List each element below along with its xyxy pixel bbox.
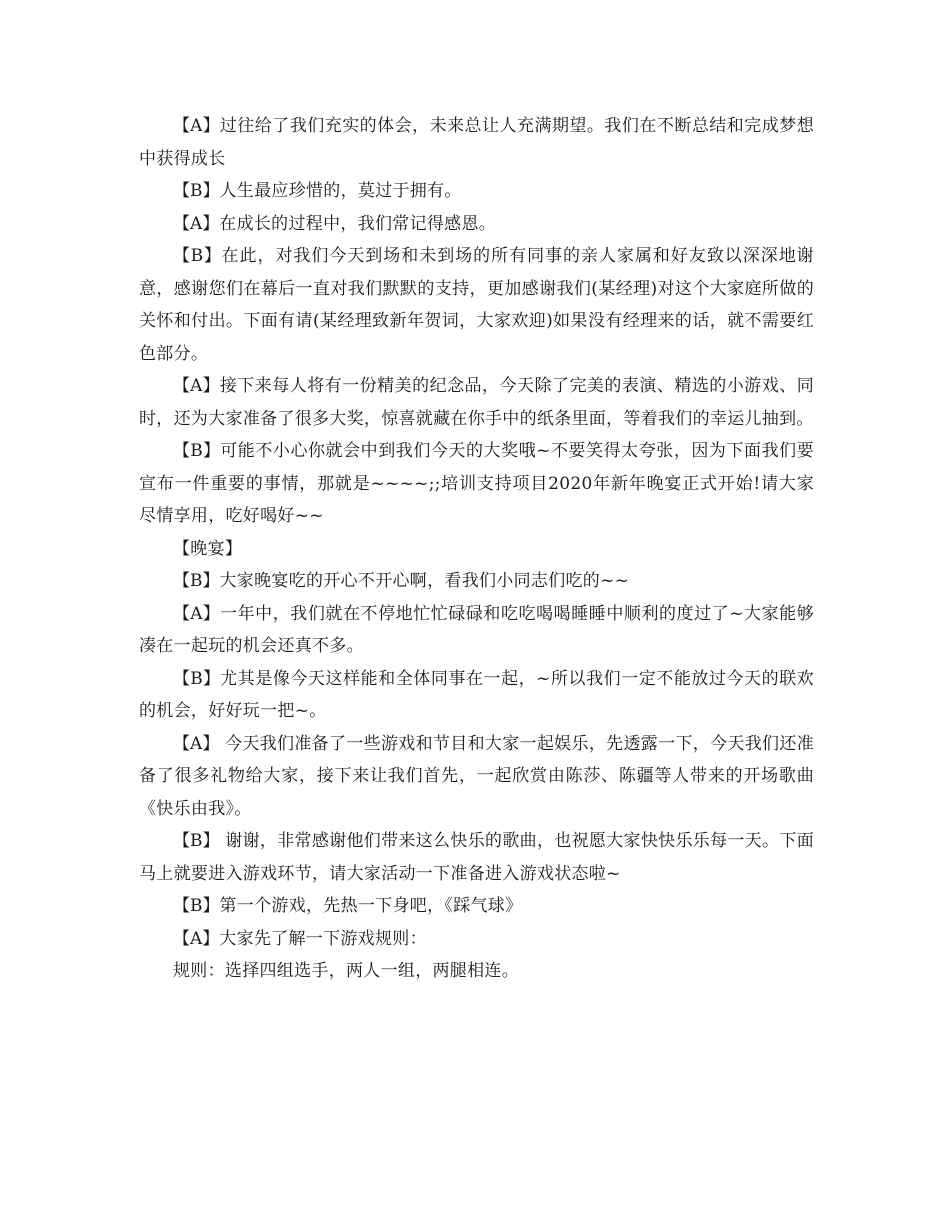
document-body (139, 110, 814, 988)
paragraph (139, 923, 814, 956)
speaker-label: 【B】 (173, 246, 222, 266)
speaker-label: 【B】 (173, 181, 220, 201)
speaker-label: 【B】 (173, 441, 221, 461)
paragraph-text: 规则：选择四组选手，两人一组，两腿相连。 (173, 961, 519, 981)
rules-paragraph (139, 955, 814, 988)
paragraph-text: 大家先了解一下游戏规则： (219, 928, 427, 949)
paragraph (139, 890, 814, 923)
speaker-label: 【A】 (173, 376, 220, 396)
speaker-label: 【B】 (173, 896, 220, 916)
section-heading (139, 533, 814, 566)
paragraph (139, 435, 814, 533)
paragraph (139, 565, 814, 598)
paragraph-text: 在成长的过程中，我们常记得感恩。 (219, 213, 497, 234)
speaker-label: 【A】 (173, 213, 220, 234)
paragraph (139, 370, 814, 435)
paragraph (139, 825, 814, 890)
paragraph (139, 663, 814, 728)
paragraph-text: 人生最应珍惜的，莫过于拥有。 (219, 181, 462, 201)
paragraph-text: 可能不小心你就会中到我们今天的大奖哦~不要笑得太夸张，因为下面我们要宣布一件重要的事情，那就是~~~~;;培训支持项目2020年新年晚宴正式开始!请大家尽情享用，吃好喝好~~ (139, 441, 814, 526)
paragraph-text: 在此，对我们今天到场和未到场的所有同事的亲人家属和好友致以深深地谢意，感谢您们在幕后一直对我们默默的支持，更加感谢我们(某经理)对这个大家庭所做的关怀和付出。下面有请(某经理致新年贺词，大家欢迎)如果没有经理来的话，就不需要红色部分。 (139, 246, 814, 364)
paragraph (139, 240, 814, 370)
paragraph-text: 尤其是像今天这样能和全体同事在一起，~所以我们一定不能放过今天的联欢的机会，好好玩一把~。 (139, 668, 814, 721)
paragraph (139, 208, 814, 241)
speaker-label: 【B】 (173, 668, 221, 689)
speaker-label: 【B】 (173, 831, 220, 851)
paragraph-text: 【晚宴】 (173, 538, 243, 559)
speaker-label: 【A】 (173, 116, 220, 136)
paragraph (139, 110, 814, 175)
paragraph-text: 今天我们准备了一些游戏和节目和大家一起娱乐，先透露一下，今天我们还准备了很多礼物给大家，接下来让我们首先，一起欣赏由陈莎、陈疆等人带来的开场歌曲《快乐由我》。 (139, 733, 814, 819)
paragraph-text: 接下来每人将有一份精美的纪念品，今天除了完美的表演、精选的小游戏、同时，还为大家准备了很多大奖，惊喜就藏在你手中的纸条里面，等着我们的幸运儿抽到。 (139, 376, 814, 429)
paragraph-text: 一年中，我们就在不停地忙忙碌碌和吃吃喝喝睡睡中顺利的度过了~大家能够凑在一起玩的机会还真不多。 (139, 603, 814, 656)
paragraph-text: 过往给了我们充实的体会，未来总让人充满期望。我们在不断总结和完成梦想中获得成长 (139, 116, 814, 169)
speaker-label: 【A】 (173, 733, 220, 754)
paragraph (139, 728, 814, 826)
paragraph-text: 第一个游戏，先热一下身吧，《踩气球》 (219, 896, 523, 916)
paragraph (139, 598, 814, 663)
speaker-label: 【B】 (173, 571, 220, 591)
paragraph-text: 大家晚宴吃的开心不开心啊，看我们小同志们吃的~~ (219, 571, 630, 591)
speaker-label: 【A】 (173, 603, 221, 624)
paragraph (139, 175, 814, 208)
paragraph-text: 谢谢，非常感谢他们带来这么快乐的歌曲，也祝愿大家快快乐乐每一天。下面马上就要进入游戏环节，请大家活动一下准备进入游戏状态啦~ (139, 831, 814, 884)
speaker-label: 【A】 (173, 928, 220, 949)
